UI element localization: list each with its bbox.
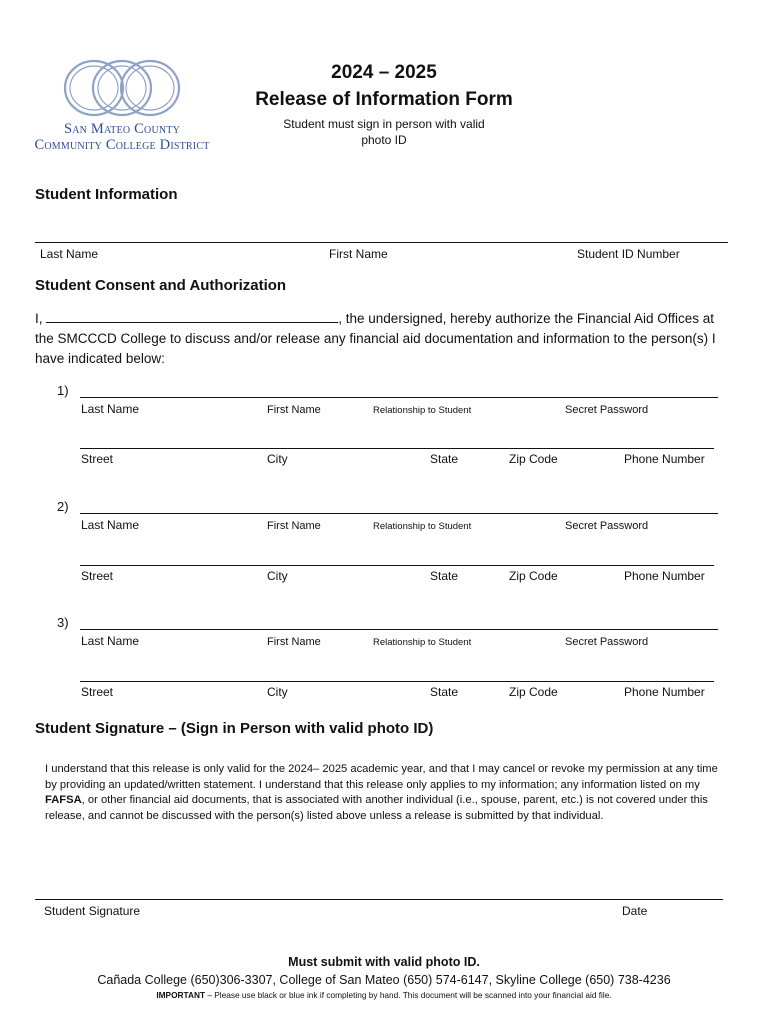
person-2-zip-label: Zip Code xyxy=(509,569,558,583)
consent-suffix: , the undersigned, hereby authorize the Financial Aid Offices at the SMCCCD College to discuss and/or release any financial aid documentation and information to the person(s) I have indicated below: xyxy=(35,311,716,366)
date-label: Date xyxy=(622,904,648,918)
person-3-name-line[interactable] xyxy=(80,629,718,630)
person-3-zip-label: Zip Code xyxy=(509,685,558,699)
person-1-phone-label: Phone Number xyxy=(624,452,705,466)
student-info-line[interactable] xyxy=(35,242,728,243)
logo-line-2: Community College District xyxy=(34,137,210,153)
person-2-street-label: Street xyxy=(81,569,114,583)
fafsa-term: FAFSA xyxy=(45,794,82,807)
student-info-heading: Student Information xyxy=(35,186,178,203)
person-1-address-line[interactable] xyxy=(80,448,714,449)
footer-important xyxy=(0,990,768,1000)
form-title: Release of Information Form xyxy=(255,89,513,110)
person-1-name-line[interactable] xyxy=(80,397,718,398)
person-1-password-label: Secret Password xyxy=(565,404,649,416)
footer-photo-id: Must submit with valid photo ID. xyxy=(288,955,480,969)
person-3-phone-label: Phone Number xyxy=(624,685,705,699)
person-2-name-line[interactable] xyxy=(80,513,718,514)
district-logo xyxy=(34,55,210,155)
person-2-state-label: State xyxy=(430,569,459,583)
statement-part-2: , or other financial aid documents, that is associated with another individual (i.e., spouse, parent, etc.) is not covered under this release, and cannot be discussed with the person(s) listed above unless a release is submitted by that individual. xyxy=(45,794,708,822)
subtitle-line-2: photo ID xyxy=(361,133,407,147)
person-2-phone-label: Phone Number xyxy=(624,569,705,583)
person-1-state-label: State xyxy=(430,452,459,466)
signature-line[interactable] xyxy=(35,899,723,900)
person-2-password-label: Secret Password xyxy=(565,520,649,532)
logo-line-1: San Mateo County xyxy=(63,121,181,137)
person-3-first-name-label: First Name xyxy=(267,636,321,648)
person-2-relationship-label: Relationship to Student xyxy=(373,521,472,532)
consent-paragraph xyxy=(35,309,735,369)
consent-prefix: I, xyxy=(35,311,47,326)
student-signature-label: Student Signature xyxy=(44,904,141,918)
statement-part-1: I understand that this release is only valid for the 2024– 2025 academic year, and that I may cancel or revoke my permission at any time by providing an updated/written statement. I understand that this release only applies to my information; any information listed on my xyxy=(45,763,718,791)
person-3-last-name-label: Last Name xyxy=(81,634,140,648)
person-2-address-line[interactable] xyxy=(80,565,714,566)
subtitle-line-1: Student must sign in person with valid xyxy=(283,117,485,131)
form-subtitle xyxy=(260,116,508,148)
important-label: IMPORTANT xyxy=(156,990,206,1000)
footer-contacts: Cañada College (650)306-3307, College of San Mateo (650) 574-6147, Skyline College (650) 738-4236 xyxy=(97,973,671,987)
student-name-blank[interactable] xyxy=(46,309,338,323)
consent-heading: Student Consent and Authorization xyxy=(35,277,287,294)
person-3-state-label: State xyxy=(430,685,459,699)
person-1-street-label: Street xyxy=(81,452,114,466)
person-2-number: 2) xyxy=(57,499,69,514)
person-1-last-name-label: Last Name xyxy=(81,402,140,416)
person-3-address-line[interactable] xyxy=(80,681,714,682)
person-1-number: 1) xyxy=(57,383,69,398)
student-last-name-label: Last Name xyxy=(40,247,99,261)
form-year: 2024 – 2025 xyxy=(331,62,437,83)
signature-heading: Student Signature – (Sign in Person with valid photo ID) xyxy=(35,720,434,737)
person-3-street-label: Street xyxy=(81,685,114,699)
person-3-relationship-label: Relationship to Student xyxy=(373,637,472,648)
person-3-city-label: City xyxy=(267,685,288,699)
person-1-relationship-label: Relationship to Student xyxy=(373,405,472,416)
person-3-number: 3) xyxy=(57,615,69,630)
person-1-first-name-label: First Name xyxy=(267,404,321,416)
person-2-city-label: City xyxy=(267,569,288,583)
release-statement xyxy=(45,762,725,824)
person-1-zip-label: Zip Code xyxy=(509,452,558,466)
person-2-last-name-label: Last Name xyxy=(81,518,140,532)
person-3-password-label: Secret Password xyxy=(565,636,649,648)
student-first-name-label: First Name xyxy=(329,247,388,261)
person-2-first-name-label: First Name xyxy=(267,520,321,532)
important-text: – Please use black or blue ink if completing by hand. This document will be scanned into your financial aid file. xyxy=(205,990,612,1000)
student-id-label: Student ID Number xyxy=(577,247,680,261)
person-1-city-label: City xyxy=(267,452,288,466)
rings-logo-icon xyxy=(34,55,210,121)
